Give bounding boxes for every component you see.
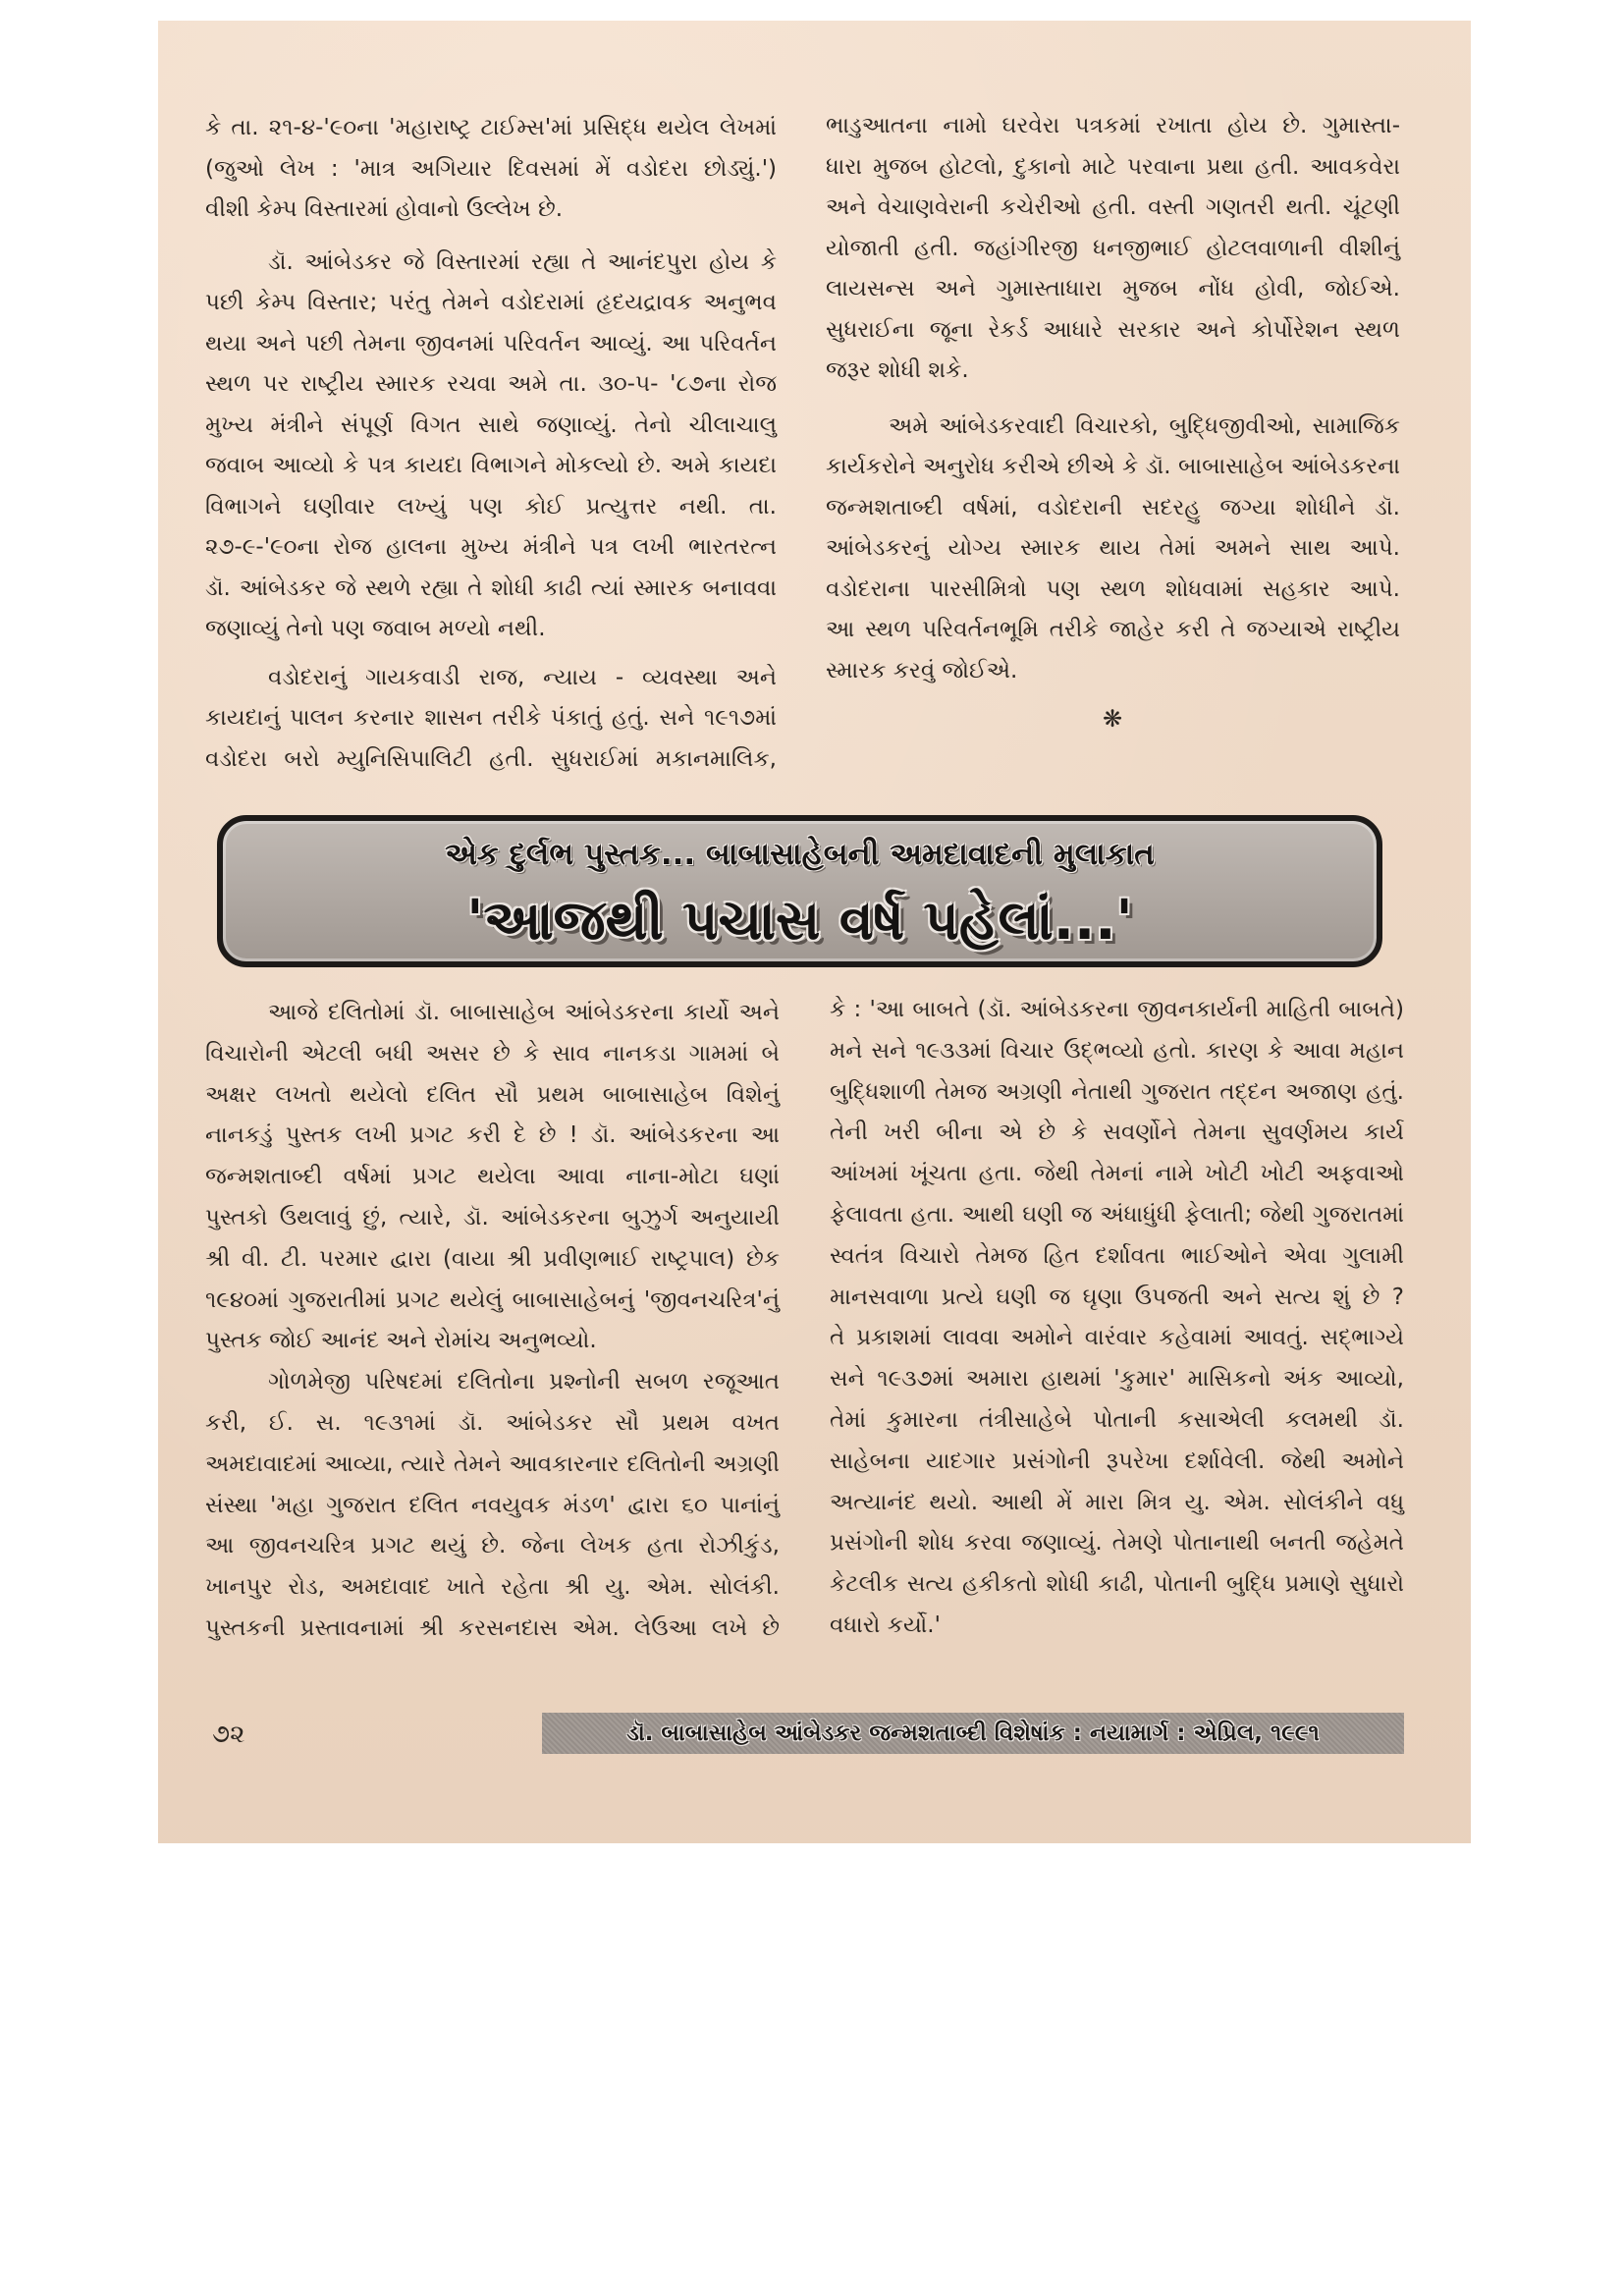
text-line: મને સને ૧૯૩૩માં વિચાર ઉદ્ભવ્યો હતો. કારણ કે આવા મહાન [830,1037,1404,1064]
text-line: શ્રી વી. ટી. પરમાર દ્વારા (વાયા શ્રી પ્રવીણભાઈ રાષ્ટ્રપાલ) છેક [205,1245,780,1272]
text-line: ડૉ. આંબેડકર જે વિસ્તારમાં રહ્યા તે આનંદપુરા હોય કે [268,248,777,275]
text-line: ૧૯૪૦માં ગુજરાતીમાં પ્રગટ થયેલું બાબાસાહેબનું 'જીવનચરિત્ર'નું [205,1286,780,1313]
text-line: જણાવ્યું તેનો પણ જવાબ મળ્યો નથી. [205,616,546,641]
text-line: વડોદરાના પારસીમિત્રો પણ સ્થળ શોધવામાં સહકાર આપે. [826,575,1400,602]
text-line: માનસવાળા પ્રત્યે ઘણી જ ઘૃણા ઉપજતી અને સત્ય શું છે ? [830,1284,1404,1310]
text-line: બુદ્ધિશાળી તેમજ અગ્રણી નેતાથી ગુજરાત તદ્દન અજાણ હતું. [830,1078,1404,1105]
text-line: કરી, ઈ. સ. ૧૯૩૧માં ડૉ. આંબેડકર સૌ પ્રથમ વખત [205,1409,780,1436]
text-line: કાયદાનું પાલન કરનાર શાસન તરીકે પંકાતું હતું. સને ૧૯૧૭માં [205,705,777,731]
text-line: ખાનપુર રોડ, અમદાવાદ ખાતે રહેતા શ્રી યુ. એમ. સોલંકી. [205,1574,780,1601]
text-line: જન્મશતાબ્દી વર્ષમાં, વડોદરાની સદરહુ જગ્યા શોધીને ડૉ. [826,494,1400,520]
text-line: સને ૧૯૩૭માં અમારા હાથમાં 'કુમાર' માસિકનો અંક આવ્યો, [830,1366,1404,1393]
paragraph [826,106,1400,392]
text-line: થયા અને પછી તેમના જીવનમાં પરિવર્તન આવ્યું. આ પરિવર્તન [205,330,777,356]
text-line: આજે દલિતોમાં ડૉ. બાબાસાહેબ આંબેડકરના કાર્યો અને [268,1000,780,1025]
text-line: જરૂર શોધી શકે. [826,357,969,383]
column-top-left [205,108,777,780]
text-line: તે પ્રકાશમાં લાવવા અમોને વારંવાર કહેવામાં આવતું. સદ્ભાગ્યે [830,1325,1404,1351]
text-line: પુસ્તક જોઈ આનંદ અને રોમાંચ અનુભવ્યો. [205,1328,597,1354]
text-line: આંખમાં ખૂંચતા હતા. જેથી તેમનાં નામે ખોટી ખોટી અફવાઓ [830,1161,1404,1187]
column-top-right [826,106,1400,691]
text-line: સાહેબના યાદગાર પ્રસંગોની રૂપરેખા દર્શાવેલી. જેથી અમોને [830,1448,1404,1474]
paragraph [205,108,777,231]
text-line: વિભાગને ઘણીવાર લખ્યું પણ કોઈ પ્રત્યુત્તર નથી. તા. [205,493,777,519]
text-line: પુસ્તકની પ્રસ્તાવનામાં શ્રી કરસનદાસ એમ. લેઉઆ લખે છે [205,1614,780,1641]
section-separator-ornament: ❋ [1102,705,1123,733]
text-line: વધારો કર્યો.' [830,1612,941,1638]
text-line: પ્રસંગોની શોધ કરવા જણાવ્યું. તેમણે પોતાનાથી બનતી જહેમતે [830,1530,1404,1557]
text-line: તેમાં કુમારના તંત્રીસાહેબે પોતાની કસાએલી કલમથી ડૉ. [830,1406,1404,1433]
paragraph [205,993,780,1362]
paragraph [205,658,777,781]
text-line: આ જીવનચરિત્ર પ્રગટ થયું છે. જેના લેખક હતા રોઝીકુંડ, [205,1533,780,1559]
text-line: સ્થળ પર રાષ્ટ્રીય સ્મારક રચવા અમે તા. ૩૦-૫- '૮૭ના રોજ [205,371,777,397]
text-line: ધારા મુજબ હોટલો, દુકાનો માટે પરવાના પ્રથા હતી. આવકવેરા [826,153,1400,180]
text-line: વીશી કેમ્પ વિસ્તારમાં હોવાનો ઉલ્લેખ છે. [205,196,564,222]
text-line: તેની ખરી બીના એ છે કે સવર્ણોને તેમના સુવર્ણમય કાર્ય [830,1120,1404,1146]
text-line: ૨૭-૯-'૯૦ના રોજ હાલના મુખ્ય મંત્રીને પત્ર લખી ભારતરત્ન [205,534,777,560]
text-line: પુસ્તકો ઉથલાવું છું, ત્યારે, ડૉ. આંબેડકરના બુઝુર્ગ અનુયાયી [205,1204,780,1230]
text-line: કે તા. ૨૧-૪-'૯૦ના 'મહારાષ્ટ્ર ટાઈમ્સ'માં પ્રસિદ્ધ થયેલ લેખમાં [205,115,777,140]
text-line: જવાબ આવ્યો કે પત્ર કાયદા વિભાગને મોકલ્યો છે. અમે કાયદા [205,453,777,478]
text-line: આંબેડકરનું યોગ્ય સ્મારક થાય તેમાં અમને સાથ આપે. [826,535,1400,561]
text-line: કે : 'આ બાબતે (ડૉ. આંબેડકરના જીવનકાર્યની માહિતી બાબતે) [830,997,1404,1022]
text-line: વડોદરા બરો મ્યુનિસિપાલિટી હતી. સુધરાઈમાં મકાનમાલિક, [205,745,777,772]
text-line: યોજાતી હતી. જહાંગીરજી ધનજીભાઈ હોટલવાળાની વીશીનું [826,235,1400,261]
text-line: (જુઓ લેખ : 'માત્ર અગિયાર દિવસમાં મેં વડોદરા છોડ્યું.') [205,155,777,182]
text-line: અમે આંબેડકરવાદી વિચારકો, બુદ્ધિજીવીઓ, સામાજિક [889,412,1400,439]
text-line: નાનકડું પુસ્તક લખી પ્રગટ કરી દે છે ! ડૉ. આંબેડકરના આ [205,1122,780,1149]
article-kicker: એક દુર્લભ પુસ્તક... બાબાસાહેબની અમદાવાદની મુલાકાત [445,837,1155,872]
paragraph [205,243,777,650]
column-bottom-right [830,990,1404,1647]
paragraph [830,990,1404,1647]
paragraph [205,1362,780,1650]
text-line: અને વેચાણવેરાની કચેરીઓ હતી. વસ્તી ગણતરી થતી. ચૂંટણી [826,194,1400,220]
text-line: અક્ષર લખતો થયેલો દલિત સૌ પ્રથમ બાબાસાહેબ વિશેનું [205,1081,780,1108]
text-line: કેટલીક સત્ય હકીકતો શોધી કાઢી, પોતાની બુદ્ધિ પ્રમાણે સુધારો [830,1571,1404,1598]
article-headline: 'આજથી પચાસ વર્ષ પહેલાં...' [466,889,1133,953]
text-line: અમદાવાદમાં આવ્યા, ત્યારે તેમને આવકારનાર દલિતોની અગ્રણી [205,1450,780,1477]
text-line: ફેલાવતા હતા. આથી ઘણી જ અંધાધુંધી ફેલાતી; જેથી ગુજરાતમાં [830,1201,1404,1228]
text-line: સુધરાઈના જૂના રેકર્ડ આધારે સરકાર અને કોર્પોરેશન સ્થળ [826,316,1400,343]
text-line: વિચારોની એટલી બધી અસર છે કે સાવ નાનકડા ગામમાં બે [205,1040,780,1066]
text-line: સ્વતંત્ર વિચારો તેમજ હિત દર્શાવતા ભાઈઓને એવા ગુલામી [830,1242,1404,1269]
text-line: ગોળમેજી પરિષદમાં દલિતોના પ્રશ્નોની સબળ રજૂઆત [268,1369,780,1395]
text-line: કાર્યકરોને અનુરોધ કરીએ છીએ કે ડૉ. બાબાસાહેબ આંબેડકરના [826,454,1400,479]
footer-banner [542,1713,1404,1754]
page-number: ૭૨ [212,1720,245,1749]
text-line: મુખ્ય મંત્રીને સંપૂર્ણ વિગત સાથે જણાવ્યું. તેનો ચીલાચાલુ [205,411,777,438]
text-line: અત્યાનંદ થયો. આથી મેં મારા મિત્ર યુ. એમ. સોલંકીને વધુ [830,1489,1404,1515]
text-line: લાયસન્સ અને ગુમાસ્તાધારા મુજબ નોંધ હોવી, જોઈએ. [826,276,1400,301]
text-line: સંસ્થા 'મહા ગુજરાત દલિત નવયુવક મંડળ' દ્વારા ૬૦ પાનાંનું [205,1492,780,1518]
article-title-box [217,815,1382,967]
paragraph [826,407,1400,692]
text-line: પછી કેમ્પ વિસ્તાર; પરંતુ તેમને વડોદરામાં હૃદયદ્રાવક અનુભવ [205,290,777,315]
text-line: ડૉ. આંબેડકર જે સ્થળે રહ્યા તે શોધી કાઢી ત્યાં સ્મારક બનાવવા [205,574,777,601]
text-line: સ્મારક કરવું જોઈએ. [826,657,1018,683]
text-line: જન્મશતાબ્દી વર્ષમાં પ્રગટ થયેલા આવા નાના-મોટા ઘણાં [205,1164,780,1190]
running-title: ડૉ. બાબાસાહેબ આંબેડકર જન્મશતાબ્દી વિશેષાંક : નયામાર્ગ : એપ્રિલ, ૧૯૯૧ [626,1721,1320,1746]
text-line: વડોદરાનું ગાયકવાડી રાજ, ન્યાય - વ્યવસ્થા અને [268,664,777,690]
text-line: આ સ્થળ પરિવર્તનભૂમિ તરીકે જાહેર કરી તે જગ્યાએ રાષ્ટ્રીય [826,617,1400,642]
text-line: ભાડુઆતના નામો ઘરવેરા પત્રકમાં રખાતા હોય છે. ગુમાસ્તા- [826,113,1400,138]
column-bottom-left [205,993,780,1650]
